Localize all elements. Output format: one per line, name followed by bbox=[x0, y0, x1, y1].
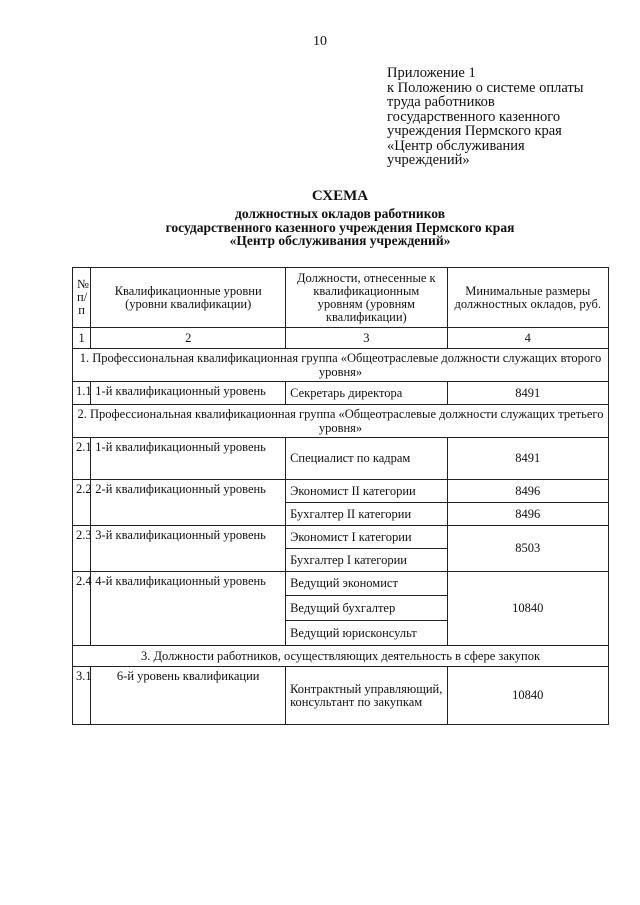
subtitle-line: должностных окладов работников bbox=[234, 206, 445, 221]
row-level: 1-й квалификационный уровень bbox=[91, 438, 286, 480]
table-row bbox=[73, 480, 609, 503]
table-row bbox=[73, 667, 609, 725]
row-salary: 8496 bbox=[447, 480, 608, 503]
document-title: СХЕМА bbox=[311, 188, 369, 204]
header-level: Квалификационные уровни (уровни квалификации) bbox=[91, 268, 286, 328]
row-position: Ведущий юрисконсульт bbox=[286, 621, 447, 646]
appendix-line: труда работников bbox=[387, 94, 495, 110]
appendix-line: Приложение 1 bbox=[387, 65, 476, 81]
appendix-line: «Центр обслуживания bbox=[387, 137, 525, 154]
row-position: Бухгалтер I категории bbox=[286, 549, 447, 572]
row-position: Экономист II категории bbox=[286, 480, 447, 503]
table-row bbox=[73, 526, 609, 549]
row-num: 2.4 bbox=[73, 572, 91, 646]
group-header-row bbox=[73, 405, 609, 438]
row-level: 3-й квалификационный уровень bbox=[91, 526, 286, 572]
row-salary: 10840 bbox=[447, 667, 608, 725]
row-level: 2-й квалификационный уровень bbox=[91, 480, 286, 526]
row-num: 2.2 bbox=[73, 480, 91, 526]
row-level: 6-й уровень квалификации bbox=[91, 667, 286, 725]
column-number: 2 bbox=[91, 328, 286, 349]
row-level: 1-й квалификационный уровень bbox=[91, 382, 286, 405]
document-subtitle bbox=[0, 207, 640, 248]
row-position: Бухгалтер II категории bbox=[286, 503, 447, 526]
header-position: Должности, отнесенные к квалификационным уровням (уровням квалификации) bbox=[286, 268, 447, 328]
subtitle-line: «Центр обслуживания учреждений» bbox=[229, 233, 451, 248]
column-numbers-row bbox=[73, 328, 609, 349]
row-salary: 8503 bbox=[447, 526, 608, 572]
table-row bbox=[73, 382, 609, 405]
row-salary: 8491 bbox=[447, 438, 608, 480]
row-num: 1.1 bbox=[73, 382, 91, 405]
appendix-line: государственного казенного bbox=[387, 108, 561, 125]
row-position: Экономист I категории bbox=[286, 526, 447, 549]
column-number: 3 bbox=[286, 328, 447, 349]
group-title: 3. Должности работников, осуществляющих деятельность в сфере закупок bbox=[73, 646, 609, 667]
row-num: 2.1 bbox=[73, 438, 91, 480]
row-position: Секретарь директора bbox=[286, 382, 447, 405]
row-salary: 8496 bbox=[447, 503, 608, 526]
row-salary: 8491 bbox=[447, 382, 608, 405]
group-header-row bbox=[73, 349, 609, 382]
salary-schema-table bbox=[72, 267, 609, 725]
appendix-line: учреждения Пермского края bbox=[387, 123, 562, 139]
row-level: 4-й квалификационный уровень bbox=[91, 572, 286, 646]
table-row bbox=[73, 572, 609, 596]
appendix-note bbox=[387, 66, 627, 168]
group-title: 1. Профессиональная квалификационная группа «Общеотраслевые должности служащих второго уровня» bbox=[73, 349, 609, 382]
table-row bbox=[73, 438, 609, 480]
header-salary: Минимальные размеры должностных окладов, руб. bbox=[447, 268, 608, 328]
row-position: Контрактный управляющий, консультант по закупкам bbox=[286, 667, 447, 725]
page-number: 10 bbox=[313, 34, 327, 49]
row-num: 3.1 bbox=[73, 667, 91, 725]
table-header-row bbox=[73, 268, 609, 328]
appendix-line: к Положению о системе оплаты bbox=[387, 79, 584, 96]
row-position: Ведущий бухгалтер bbox=[286, 596, 447, 621]
group-header-row bbox=[73, 646, 609, 667]
column-number: 4 bbox=[447, 328, 608, 349]
row-num: 2.3 bbox=[73, 526, 91, 572]
header-num: № п/п bbox=[73, 268, 91, 328]
row-salary: 10840 bbox=[447, 572, 608, 646]
column-number: 1 bbox=[73, 328, 91, 349]
appendix-line: учреждений» bbox=[387, 152, 470, 168]
row-position: Ведущий экономист bbox=[286, 572, 447, 596]
group-title: 2. Профессиональная квалификационная группа «Общеотраслевые должности служащих третьего уровня» bbox=[73, 405, 609, 438]
subtitle-line: государственного казенного учреждения Пермского края bbox=[165, 219, 515, 235]
row-position: Специалист по кадрам bbox=[286, 438, 447, 480]
